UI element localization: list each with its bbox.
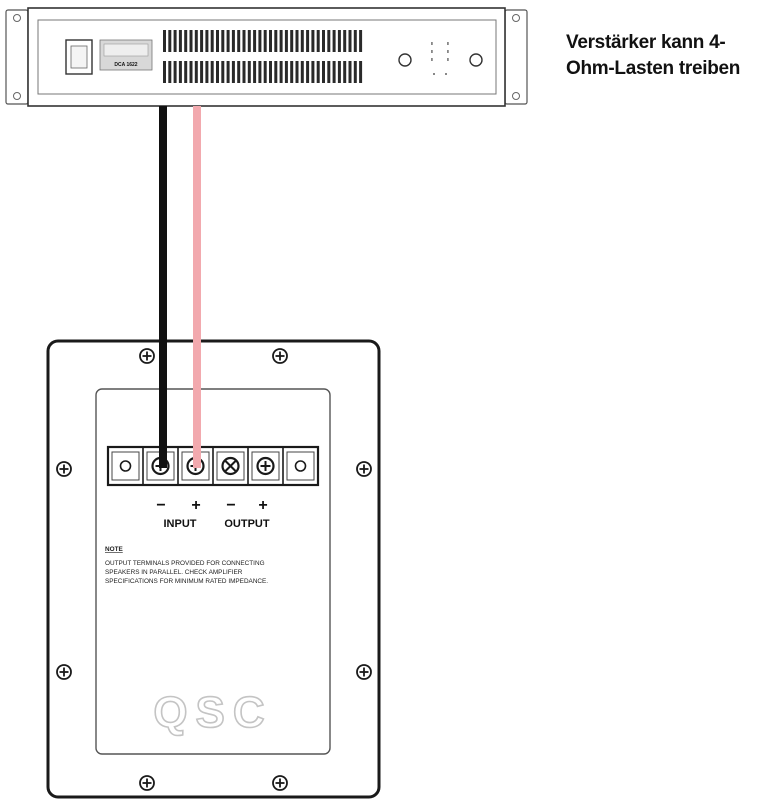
vent-slat [211, 30, 214, 52]
vent-slat [333, 61, 336, 83]
vent-slat [280, 30, 283, 52]
vent-slat [221, 30, 224, 52]
vent-slat [248, 61, 251, 83]
vent-slat [306, 30, 309, 52]
vent-slat [163, 30, 166, 52]
vent-slat [322, 61, 325, 83]
mount-hole-icon [283, 447, 314, 485]
amp-logo-badge [100, 40, 152, 70]
vent-slat [258, 30, 261, 52]
vent-slat [195, 61, 198, 83]
vent-slat [327, 61, 330, 83]
amp-rack-ear-left [6, 10, 28, 104]
screw-icon [140, 776, 154, 790]
terminal-screw-icon [213, 447, 244, 485]
vent-slat [237, 30, 240, 52]
vent-slat [232, 30, 235, 52]
vent-slat [163, 61, 166, 83]
vent-slat [184, 61, 187, 83]
vent-slat [195, 30, 198, 52]
vent-slat [322, 30, 325, 52]
vent-slat [179, 61, 182, 83]
vent-slat [285, 30, 288, 52]
terminal-screw-icon [248, 447, 279, 485]
screw-icon [357, 462, 371, 476]
vent-slat [211, 61, 214, 83]
input-positive-mark: + [191, 497, 201, 514]
vent-slat [269, 30, 272, 52]
vent-slat [190, 61, 193, 83]
caption-line-2: Ohm-Lasten treiben [566, 58, 741, 79]
vent-slat [343, 61, 346, 83]
vent-slat [227, 61, 230, 83]
vent-slat [290, 61, 293, 83]
screw-icon [357, 665, 371, 679]
caption-line-1: Verstärker kann 4- [566, 32, 726, 53]
vent-slat [174, 30, 177, 52]
vent-slat [237, 61, 240, 83]
note-line-2: SPEAKERS IN PARALLEL. CHECK AMPLIFIER [105, 569, 243, 576]
vent-slat [205, 61, 208, 83]
amp-rack-ear-right [505, 10, 527, 104]
speaker-cabinet [48, 341, 379, 797]
vent-slat [311, 30, 314, 52]
vent-slat [243, 61, 246, 83]
vent-slat [301, 61, 304, 83]
screw-icon [57, 665, 71, 679]
vent-slat [168, 61, 171, 83]
screw-icon [273, 349, 287, 363]
vent-slat [205, 30, 208, 52]
vent-slat [264, 61, 267, 83]
vent-slat [333, 30, 336, 52]
vent-slat [290, 30, 293, 52]
vent-slat [317, 30, 320, 52]
vent-slat [216, 61, 219, 83]
vent-slat [258, 61, 261, 83]
vent-slat [253, 61, 256, 83]
vent-slat [311, 61, 314, 83]
vent-slat [269, 61, 272, 83]
vent-slat [253, 30, 256, 52]
vent-slat [221, 61, 224, 83]
vent-slat [264, 30, 267, 52]
vent-slat [296, 30, 299, 52]
gain-knob-icon [470, 54, 482, 66]
vent-slat [343, 30, 346, 52]
vent-slat [349, 30, 352, 52]
vent-slat [227, 30, 230, 52]
screw-icon [57, 462, 71, 476]
vent-slat [243, 30, 246, 52]
note-heading: NOTE [105, 546, 123, 553]
output-negative-mark: − [226, 497, 236, 514]
vent-slat [359, 30, 362, 52]
vent-slat [200, 61, 203, 83]
vent-slat [301, 30, 304, 52]
vent-slat [306, 61, 309, 83]
note-line-1: OUTPUT TERMINALS PROVIDED FOR CONNECTING [105, 560, 265, 567]
vent-slat [190, 30, 193, 52]
vent-slat [349, 61, 352, 83]
note-line-3: SPECIFICATIONS FOR MINIMUM RATED IMPEDANCE. [105, 578, 269, 585]
vent-slat [338, 30, 341, 52]
vent-slat [354, 61, 357, 83]
vent-slat [248, 30, 251, 52]
vent-slat [274, 30, 277, 52]
vent-slat [296, 61, 299, 83]
vent-slat [179, 30, 182, 52]
input-negative-mark: − [156, 497, 166, 514]
vent-slat [216, 30, 219, 52]
vent-slat [232, 61, 235, 83]
vent-slat [359, 61, 362, 83]
vent-slat [317, 61, 320, 83]
vent-slat [338, 61, 341, 83]
vent-slat [174, 61, 177, 83]
mount-hole-icon [112, 452, 139, 480]
vent-slat [184, 30, 187, 52]
vent-slat [280, 61, 283, 83]
gain-knob-icon [399, 54, 411, 66]
vent-slat [327, 30, 330, 52]
amplifier [6, 8, 527, 106]
vent-slat [274, 61, 277, 83]
screw-icon [273, 776, 287, 790]
output-positive-mark: + [258, 497, 268, 514]
power-switch-rocker [71, 46, 87, 68]
amp-model-label: DCA 1622 [114, 62, 138, 68]
vent-slat [354, 30, 357, 52]
screw-icon [140, 349, 154, 363]
output-label: OUTPUT [224, 518, 270, 530]
input-label: INPUT [163, 518, 197, 530]
vent-slat [285, 61, 288, 83]
vent-slat [168, 30, 171, 52]
vent-slat [200, 30, 203, 52]
terminal-strip [108, 447, 318, 485]
terminal-screw-icon [143, 447, 174, 485]
qsc-logo: QSC [153, 688, 273, 737]
